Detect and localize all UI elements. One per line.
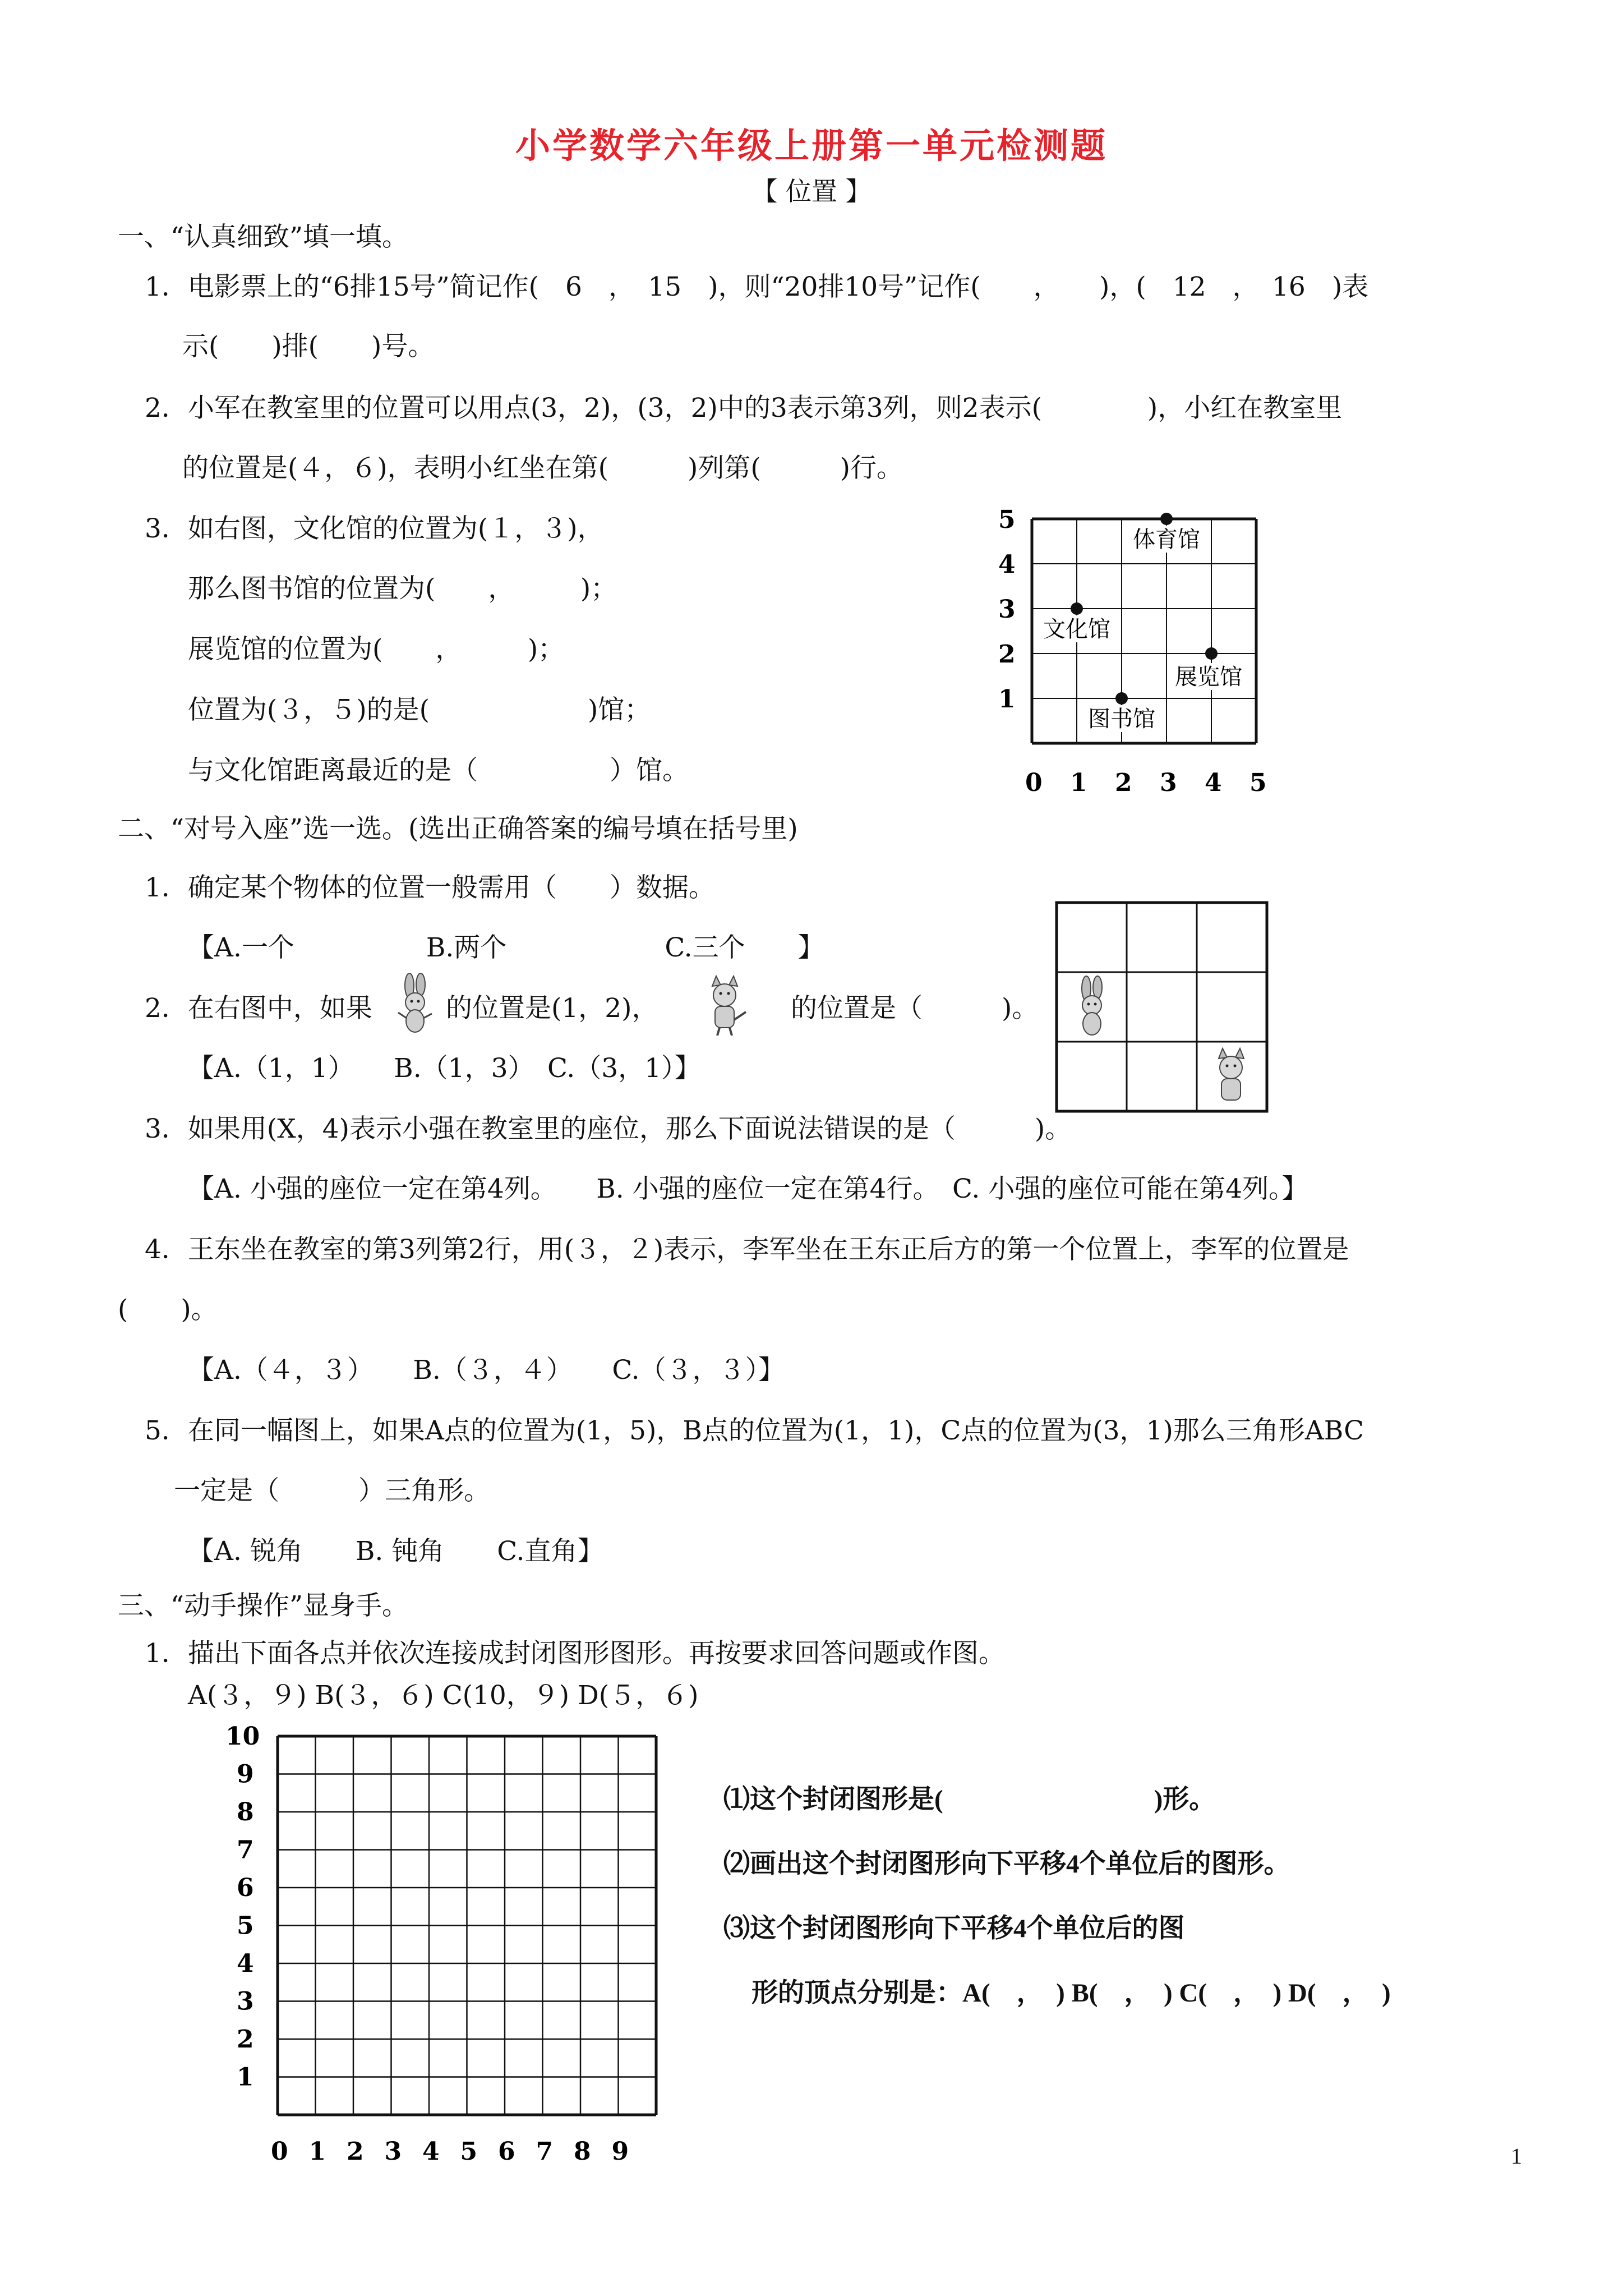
s2-q1-options: 【A.一个 B.两个 C.三个 】	[188, 932, 824, 963]
grid-x-label: 8	[574, 2137, 591, 2165]
grid-y-label: 4	[237, 1949, 254, 1978]
animal-grid	[1054, 900, 1276, 1116]
map-places	[1041, 513, 1249, 732]
s2-q2-part-a: 2．在右图中，如果	[145, 993, 372, 1024]
grid-axis-labels	[225, 1722, 629, 2165]
map-y-label: 1	[998, 685, 1016, 714]
map-y-label: 2	[998, 640, 1016, 669]
s2-q3: 3．如果用(X，4)表示小强在教室里的座位，那么下面说法错误的是（ )。	[145, 1114, 1072, 1144]
section3-heading: 三、“动手操作”显身手。	[118, 1590, 409, 1621]
map-place-label: 展览馆	[1175, 664, 1242, 690]
s1-q3-line5: 与文化馆距离最近的是（ ）馆。	[188, 755, 689, 786]
map-x-label: 4	[1205, 769, 1222, 797]
map-point	[1071, 602, 1083, 615]
rabbit-icon	[1082, 976, 1102, 1035]
map-place-label: 文化馆	[1043, 616, 1110, 642]
s3-sub3-line1: ⑶这个封闭图形向下平移4个单位后的图	[723, 1914, 1185, 1943]
s3-sub2: ⑵画出这个封闭图形向下平移4个单位后的图形。	[723, 1849, 1290, 1879]
grid-y-label: 7	[237, 1835, 254, 1865]
grid-x-label: 5	[460, 2137, 478, 2165]
map-place-label: 图书馆	[1088, 706, 1155, 732]
grid-x-label: 4	[422, 2137, 440, 2165]
section2-heading: 二、“对号入座”选一选。(选出正确答案的编号填在括号里)	[118, 813, 798, 844]
page-subtitle: 【 位置 】	[751, 176, 872, 206]
map-x-label: 0	[1025, 769, 1043, 797]
s2-q2-options: 【A.（1，1） B.（1，3） C.（3，1）】	[188, 1053, 701, 1084]
map-x-label: 5	[1249, 769, 1267, 797]
s2-q4-options: 【A.（４，３） B.（３，４） C.（３，３）】	[188, 1355, 785, 1386]
cat-icon	[698, 975, 751, 1037]
s3-sub3-line2: 形的顶点分别是：A( ， ) B( ， ) C( ， ) D( ， )	[751, 1978, 1391, 2008]
s2-q3-options: 【A. 小强的座位一定在第4列。 B. 小强的座位一定在第4行。 C. 小强的座位可能在第4列。】	[188, 1174, 1308, 1204]
grid-lines	[278, 1736, 656, 2115]
section1-heading: 一、“认真细致”填一填。	[118, 222, 409, 252]
grid-y-label: 1	[237, 2063, 254, 2092]
grid-x-label: 9	[611, 2137, 629, 2165]
map-point	[1205, 647, 1218, 660]
grid-x-label: 1	[308, 2137, 326, 2165]
s1-q3-line3: 展览馆的位置为( ， )；	[188, 634, 565, 665]
grid-y-label: 8	[237, 1798, 254, 1826]
s1-q1-line2: 示( )排( )号。	[182, 331, 435, 362]
grid-y-label: 6	[237, 1874, 254, 1902]
s2-q1: 1．确定某个物体的位置一般需用（ ）数据。	[145, 872, 715, 903]
map-x-label: 1	[1070, 769, 1087, 797]
grid-x-label: 0	[271, 2137, 288, 2165]
map-y-label: 3	[998, 595, 1016, 624]
grid-y-label: 9	[237, 1760, 254, 1789]
grid-x-label: 2	[347, 2137, 364, 2165]
s2-q5-line2: 一定是（ ）三角形。	[174, 1475, 490, 1506]
page-number: 1	[1511, 2143, 1522, 2169]
grid-y-label: 10	[225, 1722, 260, 1751]
map-point	[1115, 692, 1128, 705]
map-x-label: 3	[1160, 769, 1177, 797]
map-x-label: 2	[1115, 769, 1132, 797]
page-title: 小学数学六年级上册第一单元检测题	[515, 125, 1108, 166]
map-place-label: 体育馆	[1133, 527, 1200, 553]
map-point	[1160, 513, 1173, 525]
s3-q1: 1．描出下面各点并依次连接成封闭图形图形。再按要求回答问题或作图。	[145, 1638, 1005, 1669]
s2-q5-options: 【A. 锐角 B. 钝角 C.直角】	[188, 1536, 604, 1567]
s3-points: A(３，９) B(３，６) C(10，９) D(５，６)	[188, 1680, 699, 1711]
grid-x-label: 7	[536, 2137, 554, 2165]
s3-sub1: ⑴这个封闭图形是( )形。	[723, 1785, 1216, 1814]
grid-y-label: 3	[237, 1987, 254, 2016]
s2-q4-line1: 4．王东坐在教室的第3列第2行，用(３，２)表示，李军坐在王东正后方的第一个位置上，李军的位置是	[145, 1234, 1349, 1265]
s2-q2-part-c: 的位置是（ )。	[791, 993, 1039, 1024]
venue-map	[987, 494, 1290, 808]
grid-y-label: 5	[237, 1911, 254, 1940]
s2-q2-part-b: 的位置是(1，2)，	[446, 993, 658, 1024]
s1-q2-line1: 2．小军在教室里的位置可以用点(3，2)，(3，2)中的3表示第3列，则2表示( )，小红在教室里	[145, 393, 1343, 424]
grid-x-label: 3	[384, 2137, 402, 2165]
s1-q2-line2: 的位置是(４，６)，表明小红坐在第( )列第( )行。	[182, 453, 903, 484]
s2-q5-line1: 5．在同一幅图上，如果A点的位置为(1，5)，B点的位置为(1，1)，C点的位置为(3，1)那么三角形ABC	[145, 1415, 1364, 1446]
s2-q4-line2: ( )。	[118, 1294, 218, 1325]
s1-q3-line2: 那么图书馆的位置为( ， )；	[188, 573, 617, 604]
s1-q3-line1: 3．如右图，文化馆的位置为(１，３)，	[145, 513, 604, 544]
s1-q3-line4: 位置为(３，５)的是( )馆；	[188, 694, 651, 725]
map-y-label: 5	[998, 505, 1016, 534]
grid-y-label: 2	[237, 2025, 254, 2054]
map-y-label: 4	[998, 550, 1016, 579]
rabbit-icon	[390, 973, 440, 1038]
cat-icon	[1219, 1048, 1244, 1100]
coordinate-grid	[213, 1717, 707, 2165]
s1-q1-line1: 1．电影票上的“6排15号”简记作( 6 ， 15 )，则“20排10号”记作( ， )，( 12 ， 16 )表	[145, 272, 1369, 302]
grid-x-label: 6	[498, 2137, 515, 2165]
